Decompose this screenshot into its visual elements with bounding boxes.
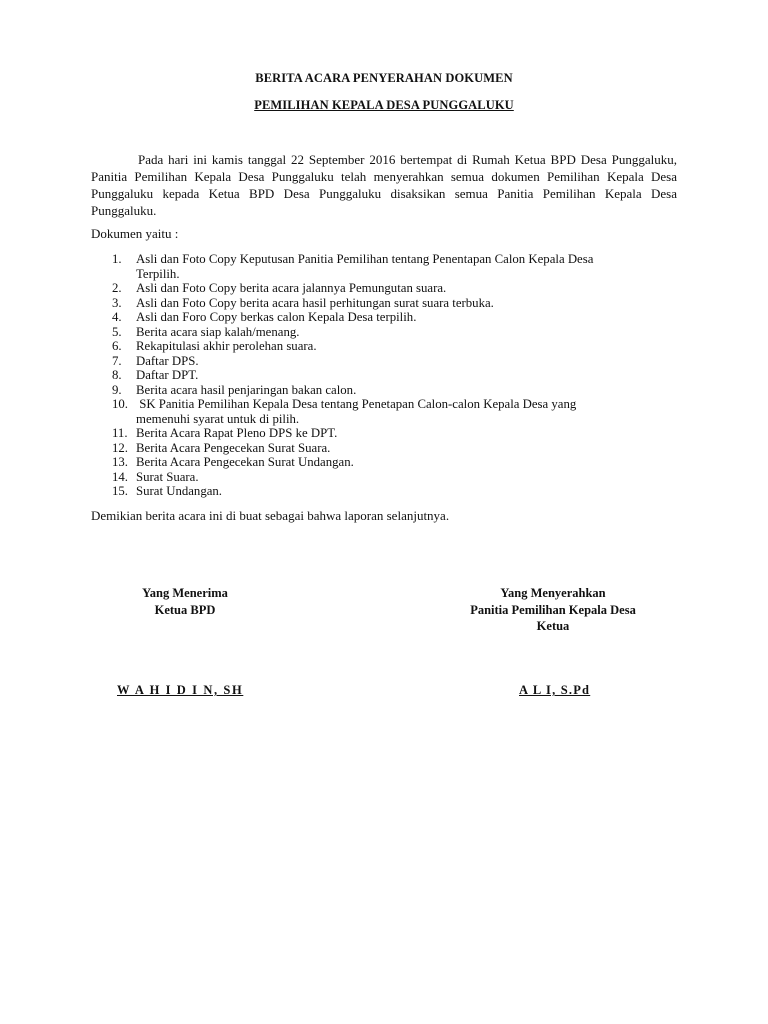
- list-item-number: 15.: [112, 484, 128, 498]
- document-list-item: [91, 455, 691, 470]
- signature-block-submitter: [430, 585, 676, 635]
- document-list-item: [91, 368, 691, 383]
- list-item-number: 3.: [112, 295, 122, 310]
- list-item-text: Surat Undangan.: [136, 484, 223, 498]
- list-item-number: 4.: [112, 310, 122, 324]
- intro-paragraph: Pada hari ini kamis tanggal 22 September 2016 bertempat di Rumah Ketua BPD Desa Punggaluku, Panitia Pemilihan Kepala Desa Punggaluku telah menyerahkan semua dokumen Pemilihan Kepala Desa Punggaluku kepada Ketua BPD Desa Punggaluku disaksikan semua Panitia Pemilihan Kepala Desa Punggaluku.: [91, 152, 677, 218]
- list-item-text: SK Panitia Pemilihan Kepala Desa tentang Penetapan Calon-calon Kepala Desa yang: [136, 397, 577, 411]
- document-list-item: [91, 441, 691, 456]
- document-list-item: [91, 296, 691, 311]
- list-item-text: Berita acara hasil penjaringan bakan calon.: [136, 382, 357, 397]
- document-title: BERITA ACARA PENYERAHAN DOKUMEN: [255, 71, 513, 85]
- list-item-continuation: Terpilih.: [136, 266, 180, 281]
- documents-label: Dokumen yaitu :: [91, 226, 179, 241]
- list-item-text: Daftar DPS.: [136, 353, 199, 368]
- document-list-item: [91, 397, 691, 426]
- submitter-name: A L I, S.Pd: [519, 683, 591, 697]
- submitter-position-label: Ketua: [536, 619, 570, 633]
- list-item-text: Rekapitulasi akhir perolehan suara.: [136, 339, 317, 353]
- receiver-position-label: Ketua BPD: [154, 602, 216, 617]
- list-item-number: 2.: [112, 281, 122, 295]
- submitter-committee-label: Panitia Pemilihan Kepala Desa: [470, 602, 636, 617]
- document-list-item: [91, 310, 691, 325]
- closing-statement: Demikian berita acara ini di buat sebagai bahwa laporan selanjutnya.: [91, 508, 450, 523]
- list-item-number: 8.: [112, 368, 122, 382]
- list-item-number: 6.: [112, 339, 122, 353]
- list-item-text: Berita Acara Rapat Pleno DPS ke DPT.: [136, 426, 338, 440]
- document-list-item: [91, 339, 691, 354]
- submitter-role-label: Yang Menyerahkan: [500, 586, 606, 600]
- list-item-number: 1.: [112, 252, 122, 266]
- signature-block-receiver: [100, 585, 270, 618]
- list-item-number: 5.: [112, 324, 122, 339]
- receiver-name: W A H I D I N, SH: [117, 683, 244, 697]
- list-item-text: Berita Acara Pengecekan Surat Suara.: [136, 440, 331, 455]
- document-list-item: [91, 470, 691, 485]
- list-item-text: Berita acara siap kalah/menang.: [136, 324, 300, 339]
- list-item-number: 10.: [112, 397, 128, 411]
- document-list-item: [91, 354, 691, 369]
- documents-list: [91, 252, 691, 499]
- document-list-item: [91, 252, 691, 281]
- list-item-text: Asli dan Foto Copy berita acara jalannya Pemungutan suara.: [136, 281, 447, 295]
- list-item-text: Asli dan Foro Copy berkas calon Kepala Desa terpilih.: [136, 310, 417, 324]
- document-list-item: [91, 383, 691, 398]
- document-subtitle: PEMILIHAN KEPALA DESA PUNGGALUKU: [254, 98, 514, 112]
- document-list-item: [91, 426, 691, 441]
- receiver-role-label: Yang Menerima: [142, 586, 228, 600]
- document-list-item: [91, 484, 691, 499]
- list-item-number: 9.: [112, 382, 122, 397]
- list-item-text: Berita Acara Pengecekan Surat Undangan.: [136, 455, 354, 469]
- list-item-number: 13.: [112, 455, 128, 469]
- list-item-number: 14.: [112, 469, 128, 484]
- list-item-number: 7.: [112, 353, 122, 368]
- list-item-text: Surat Suara.: [136, 469, 199, 484]
- list-item-text: Asli dan Foto Copy berita acara hasil perhitungan surat suara terbuka.: [136, 295, 494, 310]
- list-item-continuation: memenuhi syarat untuk di pilih.: [136, 411, 300, 426]
- document-list-item: [91, 281, 691, 296]
- document-list-item: [91, 325, 691, 340]
- list-item-number: 11.: [112, 426, 128, 440]
- list-item-text: Daftar DPT.: [136, 368, 199, 382]
- list-item-number: 12.: [112, 440, 128, 455]
- list-item-text: Asli dan Foto Copy Keputusan Panitia Pemilihan tentang Penentapan Calon Kepala Desa: [136, 252, 594, 266]
